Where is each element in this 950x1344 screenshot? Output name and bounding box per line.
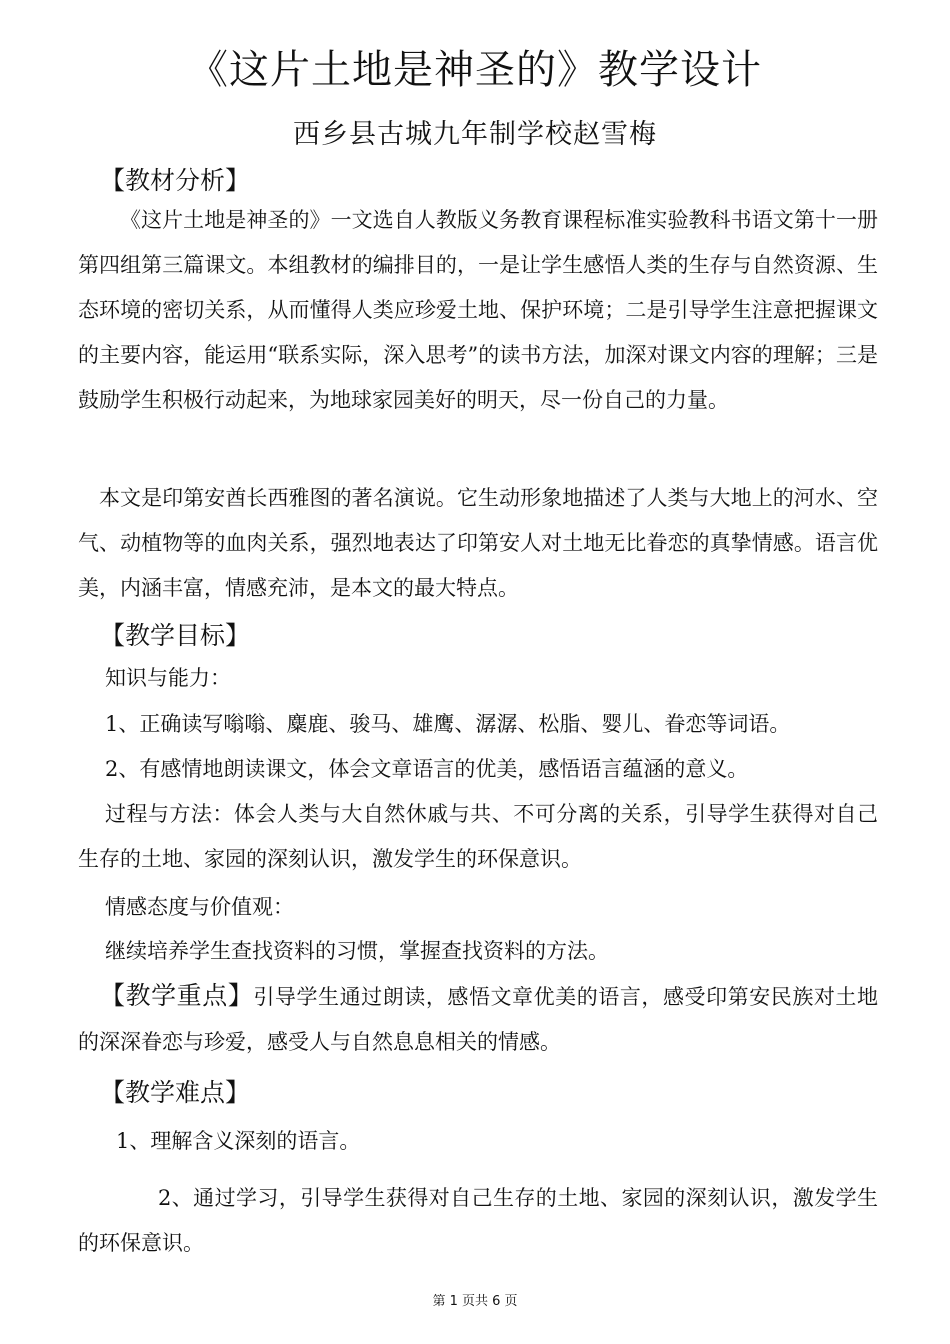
analysis-paragraph-1: 《这片土地是神圣的》一文选自人教版义务教育课程标准实验教科书语文第十一册第四组第三篇课文。本组教材的编排目的，一是让学生感悟人类的生存与自然资源、生态环境的密切关系，从而懂得人类应珍爱土地、保护环境；二是引导学生注意把握课文的主要内容，能运用“联系实际，深入思考”的读书方法，加深对课文内容的理解；三是鼓励学生积极行动起来，为地球家园美好的明天，尽一份自己的力量。: [78, 208, 878, 412]
heading-difficulties: 【教学难点】: [100, 1078, 251, 1107]
key-points-paragraph: [78, 973, 878, 1065]
heading-analysis: 【教材分析】: [100, 166, 251, 195]
page-footer: 第 1 页共 6 页: [432, 1294, 518, 1309]
goals-attitude-label: 情感态度与价值观：: [105, 895, 294, 919]
goals-item-2: 2、有感情地朗读课文，体会文章语言的优美，感悟语言蕴涵的意义。: [105, 757, 749, 781]
analysis-paragraph-2: 本文是印第安酋长西雅图的著名演说。它生动形象地描述了人类与大地上的河水、空气、动植物等的血肉关系，强烈地表达了印第安人对土地无比眷恋的真挚情感。语言优美，内涵丰富，情感充沛，是本文的最大特点。: [78, 486, 878, 600]
goals-item-1: 1、正确读写嗡嗡、麋鹿、骏马、雄鹰、潺潺、松脂、婴儿、眷恋等词语。: [105, 712, 791, 736]
goals-knowledge-label: 知识与能力：: [105, 666, 231, 690]
document-title: 《这片土地是神圣的》教学设计: [188, 47, 762, 93]
difficulties-item-1: 1、理解含义深刻的语言。: [116, 1129, 361, 1153]
goals-attitude-text: 继续培养学生查找资料的习惯，掌握查找资料的方法。: [105, 939, 609, 963]
heading-key-points: 【教学重点】: [100, 981, 254, 1010]
author-line: 西乡县古城九年制学校赵雪梅: [293, 119, 657, 150]
heading-goals: 【教学目标】: [100, 621, 251, 650]
goals-process: 过程与方法：体会人类与大自然休戚与共、不可分离的关系，引导学生获得对自己生存的土地、家园的深刻认识，激发学生的环保意识。: [78, 802, 878, 871]
difficulties-item-2: 2、通过学习，引导学生获得对自己生存的土地、家园的深刻认识，激发学生的环保意识。: [78, 1186, 878, 1255]
key-points-text: 引导学生通过朗读，感悟文章优美的语言，感受印第安民族对土地的深深眷恋与珍爱，感受人与自然息息相关的情感。: [78, 985, 878, 1054]
